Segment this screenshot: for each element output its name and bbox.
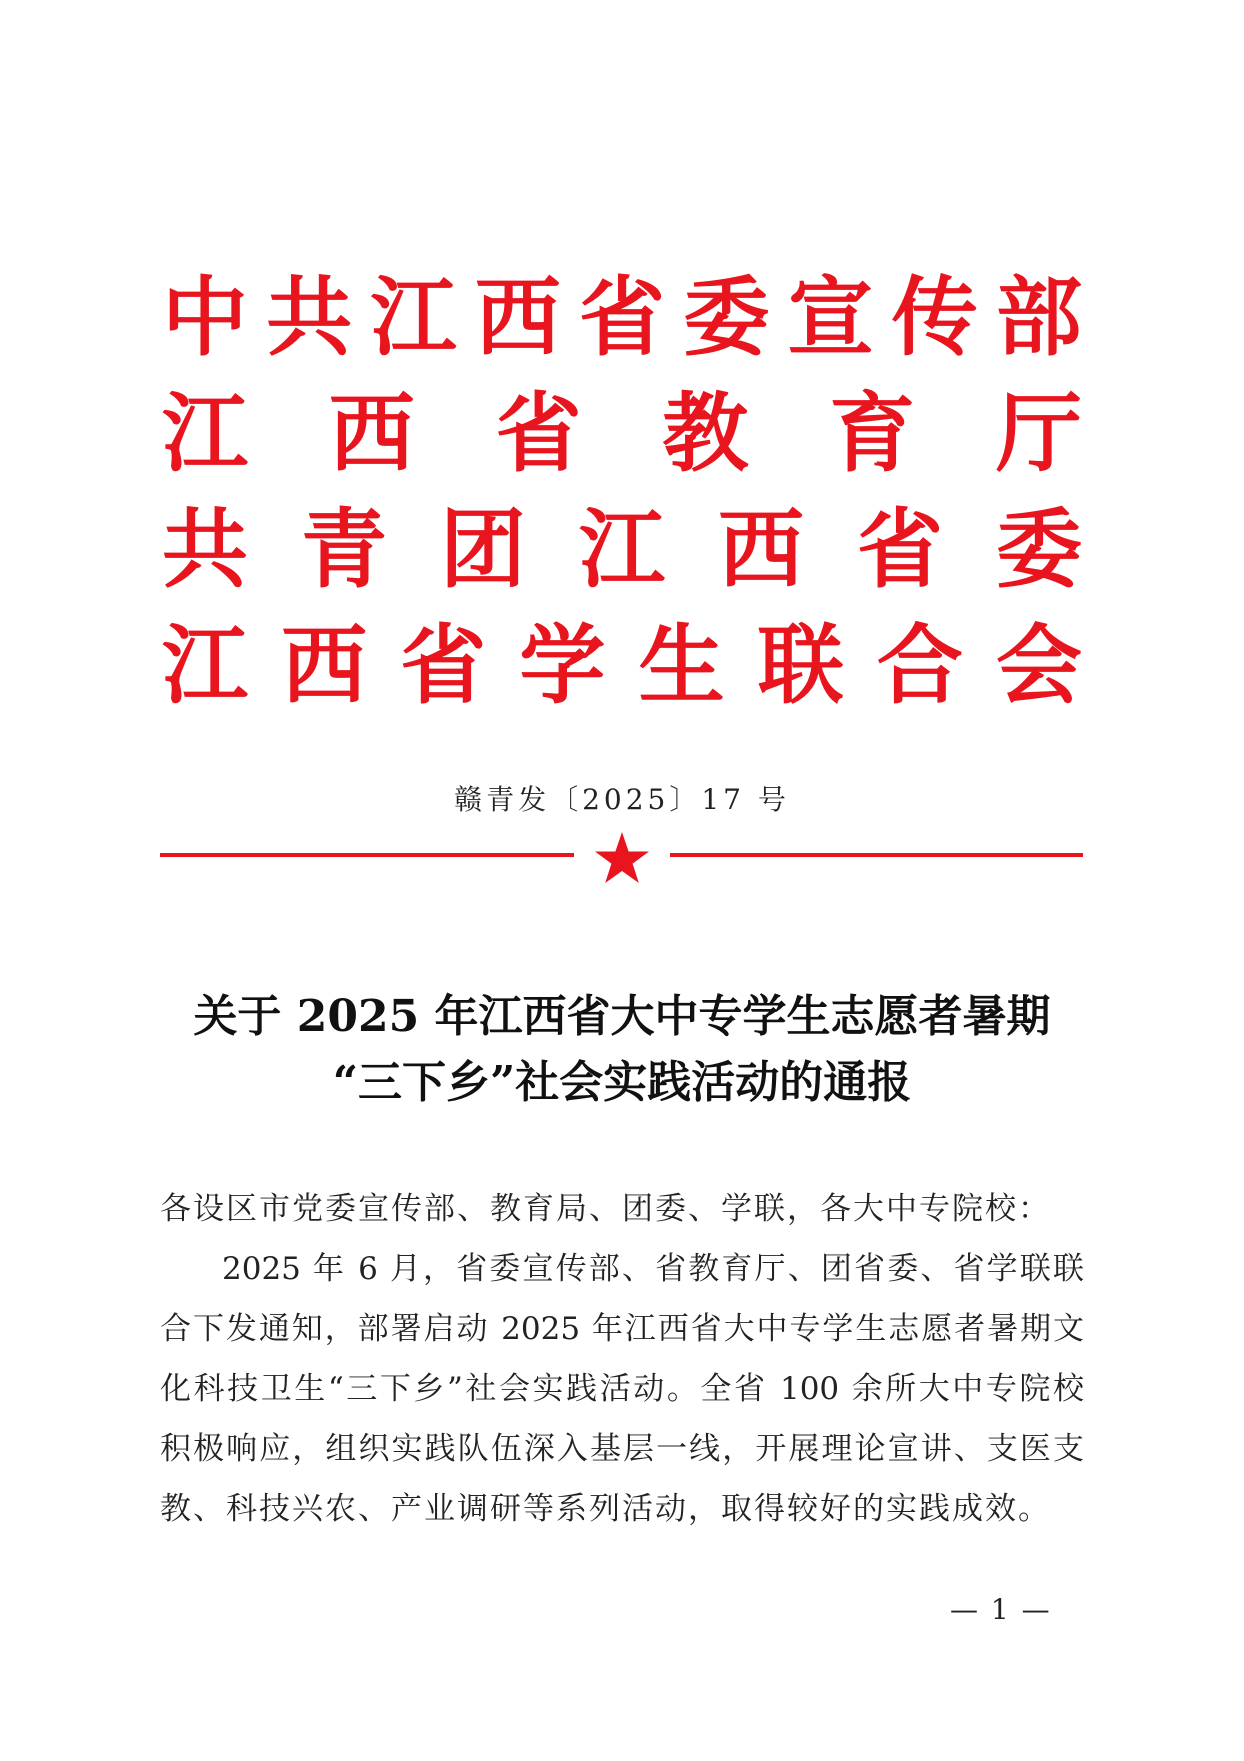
body-line: 积极响应，组织实践队伍深入基层一线，开展理论宣讲、支医支 (160, 1431, 1084, 1467)
masthead-char: 西 (474, 268, 561, 368)
masthead-char: 部 (996, 268, 1082, 368)
masthead-char: 合 (876, 616, 963, 716)
masthead-char: 西 (281, 616, 368, 716)
masthead-line-1 (160, 265, 1084, 371)
body-line: 2025 年 6 月，省委宣传部、省教育厅、团省委、省学联联 (222, 1251, 1084, 1287)
masthead-char: 江 (370, 268, 457, 368)
masthead-char: 省 (579, 268, 665, 368)
red-divider-left (160, 853, 574, 857)
body-line: 教、科技兴农、产业调研等系列活动，取得较好的实践成效。 (160, 1491, 1051, 1527)
masthead-char: 生 (638, 616, 725, 716)
masthead-char: 团 (440, 500, 526, 600)
masthead-char: 宣 (787, 268, 874, 368)
masthead-char: 共 (162, 500, 248, 600)
red-divider-right (670, 853, 1083, 857)
red-star-icon (593, 830, 651, 886)
masthead-char: 江 (162, 616, 248, 716)
page-number: — 1 — (950, 1593, 1052, 1626)
masthead-char: 共 (266, 268, 353, 368)
masthead-char: 西 (328, 384, 415, 484)
document-number: 赣青发〔2025〕17 号 (454, 783, 790, 816)
masthead-char: 委 (683, 268, 770, 368)
body-line: 合下发通知，部署启动 2025 年江西省大中专学生志愿者暑期文 (160, 1311, 1084, 1347)
document-title-line-2: “三下乡”社会实践活动的通报 (332, 1057, 912, 1108)
masthead-char: 江 (162, 384, 248, 484)
masthead-char: 委 (996, 500, 1082, 600)
masthead-char: 江 (579, 500, 665, 600)
masthead-char: 省 (857, 500, 943, 600)
salutation: 各设区市党委宣传部、教育局、团委、学联，各大中专院校： (160, 1191, 1051, 1227)
masthead-char: 青 (301, 500, 387, 600)
masthead-char: 教 (662, 384, 749, 484)
masthead-line-4 (160, 613, 1084, 719)
masthead-char: 联 (757, 616, 844, 716)
masthead-char: 育 (829, 384, 916, 484)
masthead-char: 厅 (995, 384, 1082, 484)
body-line: 化科技卫生“三下乡”社会实践活动。全省 100 余所大中专院校 (160, 1371, 1084, 1407)
masthead-line-2 (160, 381, 1084, 487)
masthead-char: 学 (519, 616, 606, 716)
masthead-char: 会 (995, 616, 1082, 716)
masthead-char: 传 (891, 268, 978, 368)
masthead-char: 中 (162, 268, 248, 368)
document-title-line-1: 关于 2025 年江西省大中专学生志愿者暑期 (193, 991, 1051, 1042)
masthead-char: 省 (495, 384, 582, 484)
masthead-line-3 (160, 497, 1084, 603)
masthead-char: 西 (718, 500, 804, 600)
masthead-char: 省 (400, 616, 487, 716)
